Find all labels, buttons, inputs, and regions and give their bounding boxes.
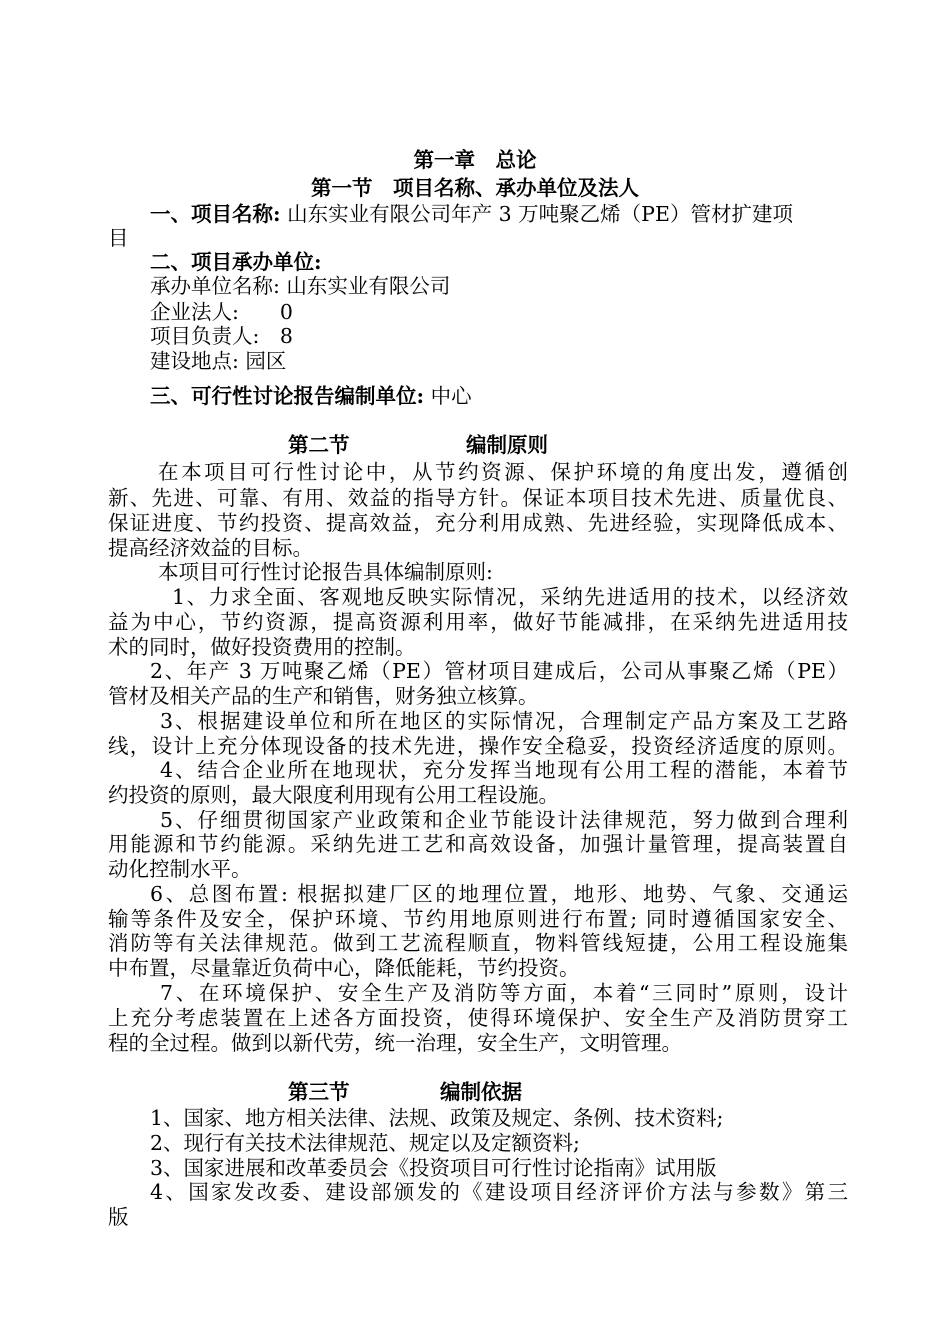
section-3-number: 第三节 [288,1080,350,1104]
basis-item-4-cont: 版 [108,1205,129,1229]
intro-line-3: 保证进度、节约投资、提高效益，充分利用成熟、先进经验，实现降低成本、 [108,511,848,535]
project-name-value-cont: 目 [108,226,129,250]
section-3-title: 编制依据 [440,1080,522,1104]
chapter-title: 第一章 总论 [413,148,537,172]
principle-1-line-3: 术的同时，做好投资费用的控制。 [108,635,416,659]
report-unit-line [150,382,890,410]
construction-site: 建设地点: 园区 [150,349,287,373]
legal-person: 企业法人: 0 [150,300,293,324]
principle-1-line-1: 1、力求全面、客观地反映实际情况，采纳先进适用的技术，以经济效 [172,585,848,609]
principle-3-line-2: 线，设计上充分体现设备的技术先进，操作安全稳妥，投资经济适度的原则。 [108,734,848,758]
principle-2-line-2: 管材及相关产品的生产和销售，财务独立核算。 [108,684,539,708]
principle-6-line-4: 中布置，尽量靠近负荷中心，降低能耗，节约投资。 [108,956,580,980]
principle-6-line-3: 消防等有关法律规范。做到工艺流程顺直，物料管线短捷，公用工程设施集 [108,931,848,955]
principle-6-line-2: 输等条件及安全，保护环境、节约用地原则进行布置; 同时遵循国家安全、 [108,907,848,931]
intro-line-2: 新、先进、可靠、有用、效益的指导方针。保证本项目技术先进、质量优良、 [108,486,848,510]
report-unit-value: 中心 [430,384,472,408]
sponsor-unit-name: 承办单位名称: 山东实业有限公司 [150,274,451,298]
principle-3-line-1: 3、根据建设单位和所在地区的实际情况，合理制定产品方案及工艺路 [160,709,848,733]
section-1-title: 第一节 项目名称、承办单位及法人 [311,176,639,200]
principle-5-line-3: 动化控制水平。 [108,857,252,881]
intro-line-1: 在本项目可行性讨论中，从节约资源、保护环境的角度出发，遵循创 [158,460,848,484]
principles-lead: 本项目可行性讨论报告具体编制原则: [158,560,493,584]
basis-item-3: 3、国家进展和改革委员会《投资项目可行性讨论指南》试用版 [150,1156,717,1180]
principle-5-line-2: 用能源和节约能源。采纳先进工艺和高效设备，加强计量管理，提高装置自 [108,832,848,856]
project-name-label: 一、项目名称: [150,202,281,226]
section-2-number: 第二节 [288,433,350,457]
basis-item-2: 2、现行有关技术法律规范、规定以及定额资料; [150,1131,580,1155]
basis-item-4: 4、国家发改委、建设部颁发的《建设项目经济评价方法与参数》第三 [150,1180,848,1204]
report-unit-label: 三、可行性讨论报告编制单位: [150,384,425,408]
section-2-title: 编制原则 [466,433,548,457]
principle-1-line-2: 益为中心，节约资源，提高资源利用率，做好节能减排，在采纳先进适用技 [108,610,848,634]
principle-4-line-2: 约投资的原则，最大限度利用现有公用工程设施。 [108,783,559,807]
intro-line-4: 提高经济效益的目标。 [108,536,313,560]
principle-7-line-1: 7、在环境保护、安全生产及消防等方面，本着“三同时”原则，设计 [160,981,848,1005]
basis-item-1: 1、国家、地方相关法律、法规、政策及规定、条例、技术资料; [150,1106,724,1130]
principle-2-line-1: 2、年产 3 万吨聚乙烯（PE）管材项目建成后，公司从事聚乙烯（PE） [150,659,848,683]
project-leader: 项目负责人: 8 [150,324,293,348]
principle-7-line-2: 上充分考虑装置在上述各方面投资，使得环境保护、安全生产及消防贯穿工 [108,1006,848,1030]
project-name-value: 山东实业有限公司年产 3 万吨聚乙烯（PE）管材扩建项 [287,202,793,226]
principle-6-line-1: 6、总图布置: 根据拟建厂区的地理位置，地形、地势、气象、交通运 [150,882,848,906]
principle-5-line-1: 5、仔细贯彻国家产业政策和企业节能设计法律规范，努力做到合理利 [160,808,848,832]
principle-4-line-1: 4、结合企业所在地现状，充分发挥当地现有公用工程的潜能，本着节 [160,758,848,782]
sponsor-label: 二、项目承办单位: [150,250,322,274]
principle-7-line-3: 程的全过程。做到以新代劳，统一治理，安全生产，文明管理。 [108,1031,682,1055]
